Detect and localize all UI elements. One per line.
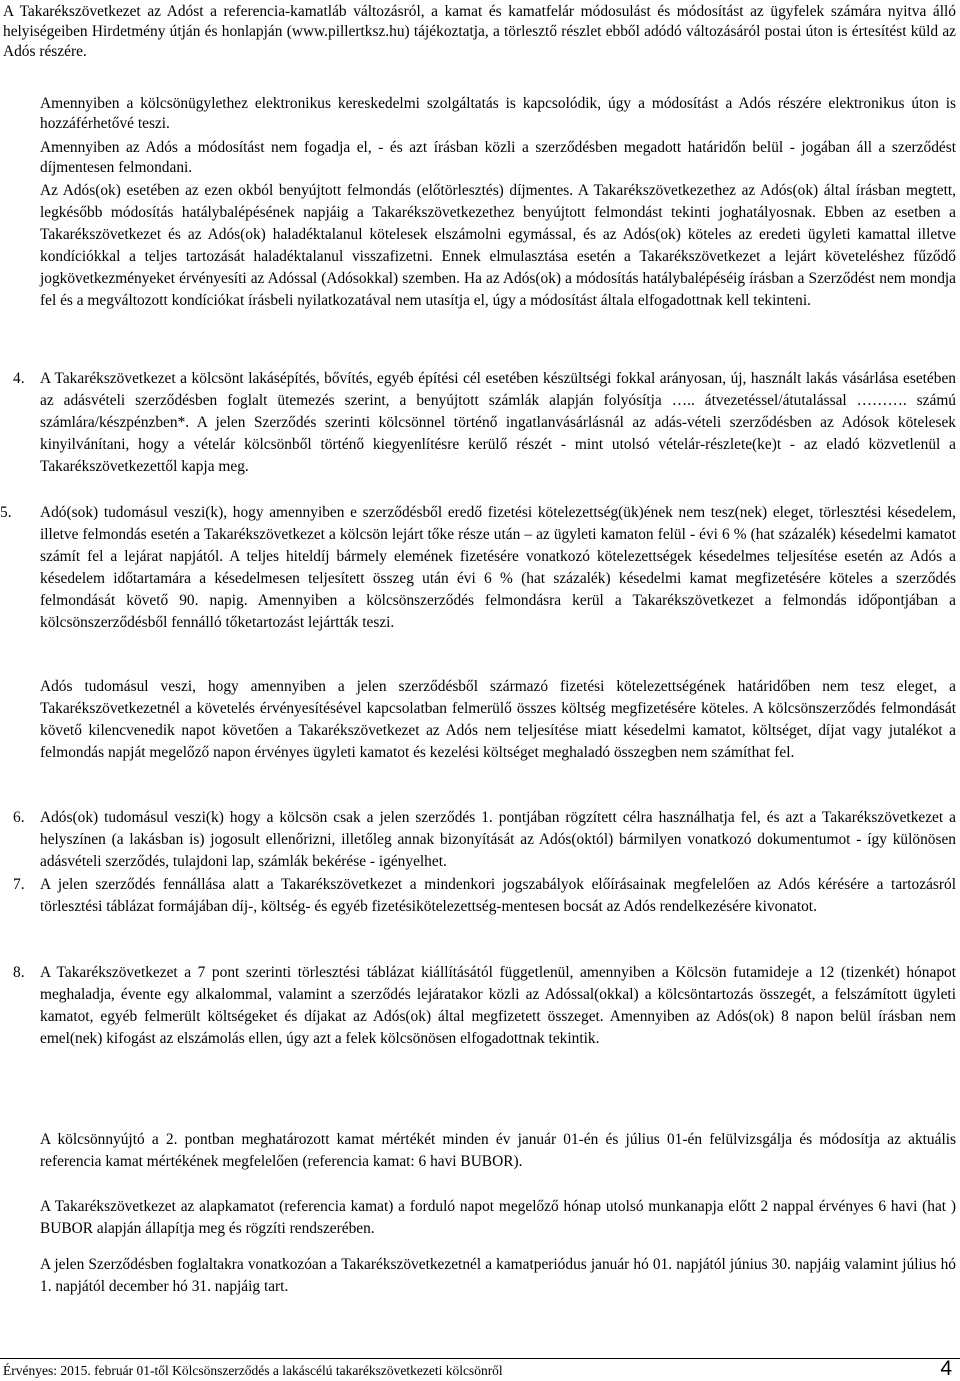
paragraph-collection-costs: Adós tudomásul veszi, hogy amennyiben a jelen szerződésből származó fizetési kötelezettségének határidőben nem tesz eleget, a Takarékszövetkezetnél a követelés érvényesítésével kapcsolatban felmerülő összes költség megfizetésére köteles. A kölcsönszerződés felmondását követő kilencvenedik napot követően a Takarékszövetkezet az Adós nem teljesítése miatt késedelmi kamatot, költséget, díjat vagy jutalékot a felmondás napját megelőző napon érvényes ügyleti kamatot és kezelési költséget meghaladó összegben nem számíthat fel.	[40, 678, 956, 761]
section-number-6: 6.	[13, 809, 25, 826]
section-number-7: 7.	[13, 876, 25, 893]
paragraph-text: ) tájékoztatja, a törlesztő részlet ebből adódó változásáról postai úton is értesítést küld az Adós részére.	[3, 23, 957, 60]
paragraph-interest-period: A jelen Szerződésben foglaltakra vonatkozóan a Takarékszövetkezetnél a kamatperiódus január hó 01. napjától június 30. napjáig valamint július hó 1. napjától december hó 31. napjáig tart.	[40, 1256, 956, 1295]
paragraph-text: A Takarékszövetkezet az Adóst a referencia-kamatláb változásról, a kamat és kamatfelár módosulást és módosítást az ügyfelek számára nyitva álló helyiségeiben Hirdetmény útján és honlapján (	[3, 3, 956, 40]
paragraph-annual-statement: A Takarékszövetkezet a 7 pont szerinti törlesztési táblázat kiállításától függetlenül, amennyiben a Kölcsön futamideje a 12 (tizenkét) hónapot meghaladja, évente egy alkalommal, valamint a szerződés lejáratakor közli az Adóssal(okkal) a kölcsöntartozás összegét, a felszámított ügyleti kamatot, egyéb felmerült költségeket és díjakat az Adós(ok) által megfizetett összeget. Amennyiben az Adós(ok) 8 napon belül írásban nem emel(nek) kifogást az elszámolás ellen, úgy azt a felek kölcsönösen elfogadottnak tekintik.	[40, 964, 956, 1047]
paragraph-late-interest: Adó(sok) tudomásul veszi(k), hogy amennyiben e szerződésből eredő fizetési kötelezettség(ük)ének nem tesz(nek) eleget, törlesztési késedelem, illetve felmondás esetén a Takarékszövetkezet a kölcsön lejárt tőke része után – az ügyleti kamaton felül - évi 6 % (hat százalék) késedelmi kamatot számít fel a lejárat napjától. A teljes hiteldíj bármely elemének fizetésére vonatkozó kötelezettségek késedelmes teljesítése esetén az Adós a késedelem időtartamára a késedelmesen teljesített összeg után évi 6 % (hat százalék) késedelmi kamat megfizetésére köteles a szerződés felmondását követő 90. napig. Amennyiben a kölcsönszerződés felmondásra kerül a Takarékszövetkezet a felmondás időpontjában a kölcsönszerződésből fennálló tőketartozást lejártták teszi.	[40, 504, 956, 631]
paragraph-termination-fee-free: Az Adós(ok) esetében az ezen okból benyújtott felmondás (előtörlesztés) díjmentes. A Takarékszövetkezethez az Adós(ok) által írásban megtett, legkésőbb módosítás hatálybalépésének napjáig a Takarékszövetkezethez benyújtott felmondást tekinti joghatályosnak. Ebben az esetben a Takarékszövetkezet és az Adós(ok) haladéktalanul kötelesek elszámolni egymással, és az Adós(ok) köteles az eredeti ügyleti kamattal illetve kondíciókkal a teljes tartozását haladéktalanul visszafizetni. Ennek elmulasztása esetén a Takarékszövetkezet a lejárt követeléshez fűződő jogkövetkezményeket érvényesíti az Adóssal (Adósokkal) szemben. Ha az Adós(ok) a módosítás hatálybalépéséig írásban a Szerződést nem mondja fel és a megváltozott kondíciókat írásbeli nyilatkozatával nem utasítja el, úgy a módosítást általa elfogadottnak kell tekinteni.	[40, 182, 956, 309]
paragraph-disbursement: A Takarékszövetkezet a kölcsönt lakásépítés, bővítés, egyéb építési cél esetében készültségi fokkal arányosan, új, használt lakás vásárlása esetében az adásvételi szerződésben foglalt ütemezés szerint, a benyújtott számlák alapján folyósítja ….. átvezetéssel/átutalással ………. számú számlára/készpénzben*. A jelen Szerződés szerinti kölcsönnel történő ingatlanvásárlásnál az adás-vételi szerződésben az Adósok kötelesek kinyilvánítani, hogy a vételár kölcsönből történő kiegyenlítésre kerülő részét - mint utolsó vételár-részlete(ke)t - az eladó közvetlenül a Takarékszövetkezettől kapja meg.	[40, 370, 956, 475]
paragraph-rate-change-notice	[3, 2, 956, 62]
paragraph-rate-review: A kölcsönnyújtó a 2. pontban meghatározott kamat mértékét minden év január 01-én és július 01-én felülvizsgálja és módosítja az aktuális referencia kamat mértékének megfelelően (referencia kamat: 6 havi BUBOR).	[40, 1131, 956, 1170]
paragraph-purpose-control: Adós(ok) tudomásul veszi(k) hogy a kölcsön csak a jelen szerződés 1. pontjában rögzített célra használhatja fel, és azt a Takarékszövetkezet a helyszínen (a lakásban is) jogosult ellenőrizni, illetőleg annak bizonyítását az Adós(októl) bármilyen vonatkozó dokumentumot - így különösen adásvételi szerződés, tulajdoni lap, számlák bekérése - igényelhet.	[40, 809, 956, 870]
paragraph-termination-right: Amennyiben az Adós a módosítást nem fogadja el, - és azt írásban közli a szerződésben megadott határidőn belül - jogában áll a szerződést díjmentesen felmondani.	[40, 139, 956, 176]
section-number-5: 5.	[0, 504, 12, 521]
section-number-8: 8.	[13, 964, 25, 981]
section-number-4: 4.	[13, 370, 25, 387]
paragraph-electronic-access: Amennyiben a kölcsönügylethez elektronikus kereskedelmi szolgáltatás is kapcsolódik, úgy a módosítást a Adós részére elektronikus úton is hozzáférhetővé teszi.	[40, 95, 956, 132]
footer-divider	[0, 1358, 960, 1359]
footer-text: Érvényes: 2015. február 01-től Kölcsönszerződés a lakáscélú takarékszövetkezeti kölcsönről	[3, 1363, 503, 1378]
paragraph-repayment-schedule: A jelen szerződés fennállása alatt a Takarékszövetkezet a mindenkori jogszabályok előírásainak megfelelően az Adós kérésére a tartozásról törlesztési táblázat formájában díj-, költség- és egyéb fizetésikötelezettség-mentesen bocsát az Adós rendelkezésére kivonatot.	[40, 876, 956, 915]
page-number: 4	[940, 1357, 952, 1380]
website-link[interactable]: www.pillertksz.hu	[291, 23, 405, 40]
paragraph-base-rate: A Takarékszövetkezet az alapkamatot (referencia kamat) a forduló napot megelőző hónap utolsó munkanapja előtt 2 nappal érvényes 6 havi (hat ) BUBOR alapján állapítja meg és rögzíti rendszerében.	[40, 1198, 956, 1237]
